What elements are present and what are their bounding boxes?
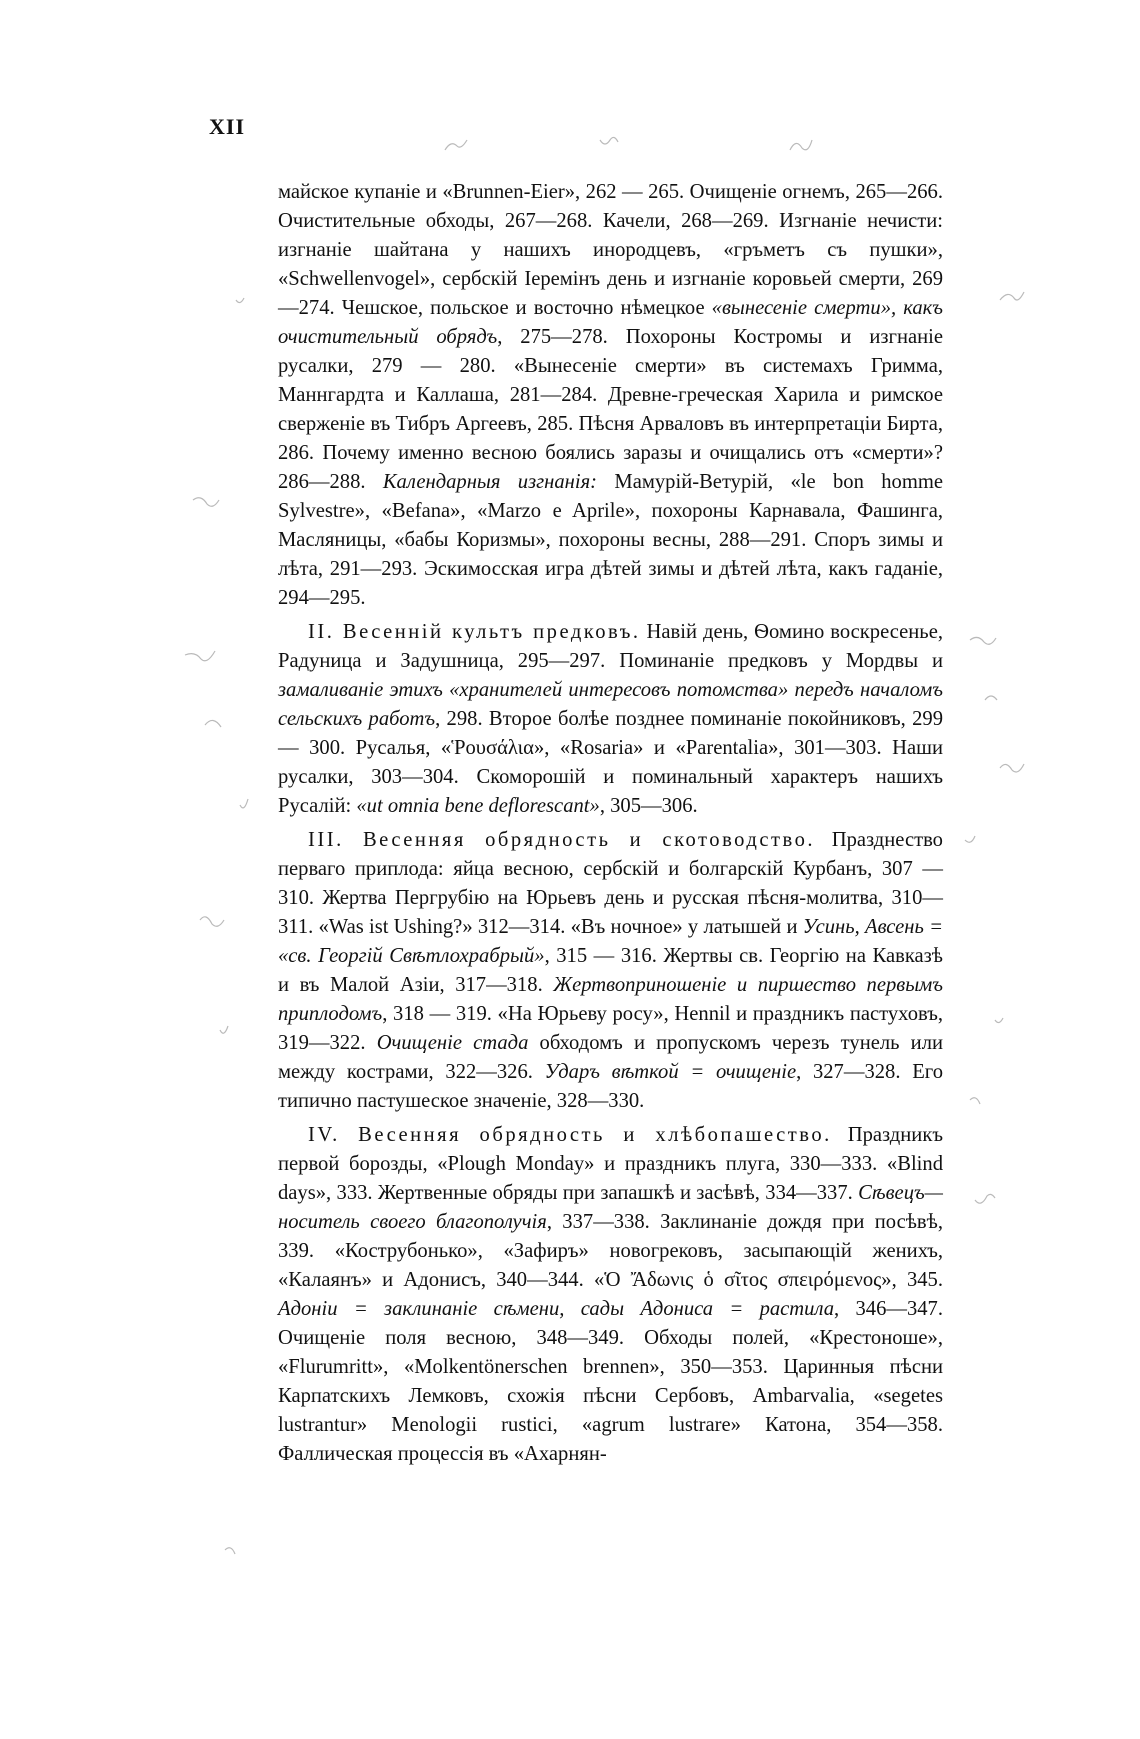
- text-segment: Мамурій-Ветурій, «le bon homme Sylvestre», «Befana», «Marzo e Aprile», похороны Карнавала, Фашинга, Масляницы, «бабы Коризмы», похороны весны, 288—291. Споръ зимы и лѣта, 291—293. Эскимосская игра дѣтей зимы и дѣтей лѣта, какъ гаданіе, 294—295.: [278, 471, 944, 609]
- paragraph-section-3: [278, 826, 943, 1116]
- text-segment: , 298. Второе болѣе позднее поминаніе покойниковъ, 299 — 300. Русалья, «Ῥουσάλια», «Rosaria» и «Parentalia», 301—303. Наши русалки, 303—304. Скоморошій и поминальный характеръ нашихъ Русалій:: [278, 708, 944, 817]
- paragraph-continuation: [278, 178, 943, 613]
- paragraph-section-2: [278, 618, 943, 821]
- text-segment: , 275—278. Похороны Костромы и изгнаніе русалки, 279 — 280. «Вынесеніе смерти» въ системахъ Гримма, Маннгардта и Каллаша, 281—284. Древне-греческая Харила и римское сверженіе въ Тибръ Аргеевъ, 285. Пѣсня Арваловъ въ интерпретаціи Бирта, 286. Почему именно весною боялись заразы и очищались отъ «смерти»? 286—288.: [278, 326, 943, 493]
- text-segment-italic: Календарныя изгнанія:: [382, 471, 598, 493]
- section-title: III. Весенняя обрядность и скотоводство.: [308, 829, 816, 851]
- text-segment: , 305—306.: [599, 795, 698, 817]
- text-segment-italic: «ut omnia bene deflorescant»: [356, 795, 600, 817]
- text-segment-italic: Сѣвецъ—носитель своего благополучія: [278, 1182, 943, 1233]
- text-segment-italic: замаливаніе этихъ «хранителей интересовъ потомства» передъ началомъ сельскихъ работъ: [278, 679, 943, 730]
- text-segment: Праздникъ первой борозды, «Plough Monday» и праздникъ плуга, 330—333. «Blind days», 333. Жертвенные обряды при запашкѣ и засѣвѣ, 334—337.: [278, 1124, 943, 1204]
- text-segment-italic: «вынесеніе смерти», какъ очистительный обрядъ: [278, 297, 943, 348]
- section-title: II. Весенній культъ предковъ.: [308, 621, 641, 643]
- text-segment-italic: Усинь, Авсень = «св. Георгій Свѣтлохрабрый»: [278, 916, 943, 967]
- contents-text: [278, 178, 943, 1469]
- text-segment-italic: Очищеніе стада: [376, 1032, 529, 1054]
- text-segment: , 337—338. Заклинаніе дождя при посѣвѣ, 339. «Кострубонько», «Зафиръ» новогрековъ, засыпающій женихъ, «Калаянъ» и Адонисъ, 340—344. «Ὁ Ἄδωνις ὁ σῖτος σπειρόμενος», 345.: [278, 1211, 943, 1291]
- text-segment: , 318 — 319. «На Юрьеву росу», Hennil и праздникъ пастуховъ, 319—322.: [278, 1003, 943, 1054]
- text-segment-italic: Жертвоприношеніе и пиршество первымъ приплодомъ: [278, 974, 943, 1025]
- text-segment: майское купаніе и «Brunnen-Eier», 262 — 265. Очищеніе огнемъ, 265—266. Очистительные обходы, 267—268. Качели, 268—269. Изгнаніе нечисти: изгнаніе шайтана у нашихъ инородцевъ, «гръметъ съ пушки», «Schwellenvogel», сербскій Іеремінъ день и изгнаніе коровьей смерти, 269—274. Чешское, польское и восточно нѣмецкое: [278, 181, 943, 319]
- text-segment: обходомъ и пропускомъ черезъ тунель или между кострами, 322—326.: [278, 1032, 944, 1083]
- text-segment-italic: Адоніи = заклинаніе сѣмени, сады Адониса = растила: [278, 1298, 835, 1320]
- section-title: IV. Весенняя обрядность и хлѣбопашество.: [308, 1124, 832, 1146]
- text-segment: Навій день, Ѳомино воскресенье, Радуница и Задушница, 295—297. Поминаніе предковъ у Мордвы и: [278, 621, 943, 672]
- text-segment: , 346—347. Очищеніе поля весною, 348—349. Обходы полей, «Крестоноше», «Flurumritt», «Molkentönerschen brennen», 350—353. Царинныя пѣсни Карпатскихъ Лемковъ, схожія пѣсни Сербовъ, Ambarvalia, «segetes lustrantur» Menologii rustici, «agrum lustrare» Катона, 354—358. Фаллическая процессія въ «Ахарнян-: [278, 1298, 944, 1465]
- text-segment: Празднество перваго приплода: яйца весною, сербскій и болгарскій Курбанъ, 307 — 310. Жертва Пергрубію на Юрьевъ день и русская пѣсня-молитва, 310—311. «Was ist Ushing?» 312—314. «Въ ночное» у латышей и: [278, 829, 943, 938]
- text-segment: , 327—328. Его типично пастушеское значеніе, 328—330.: [278, 1061, 944, 1112]
- text-segment: , 315 — 316. Жертвы св. Георгію на Кавказѣ и въ Малой Азіи, 317—318.: [278, 945, 943, 996]
- text-segment-italic: Ударъ вѣткой = очищеніе: [544, 1061, 797, 1083]
- paragraph-section-4: [278, 1121, 943, 1469]
- page-number: XII: [209, 114, 246, 139]
